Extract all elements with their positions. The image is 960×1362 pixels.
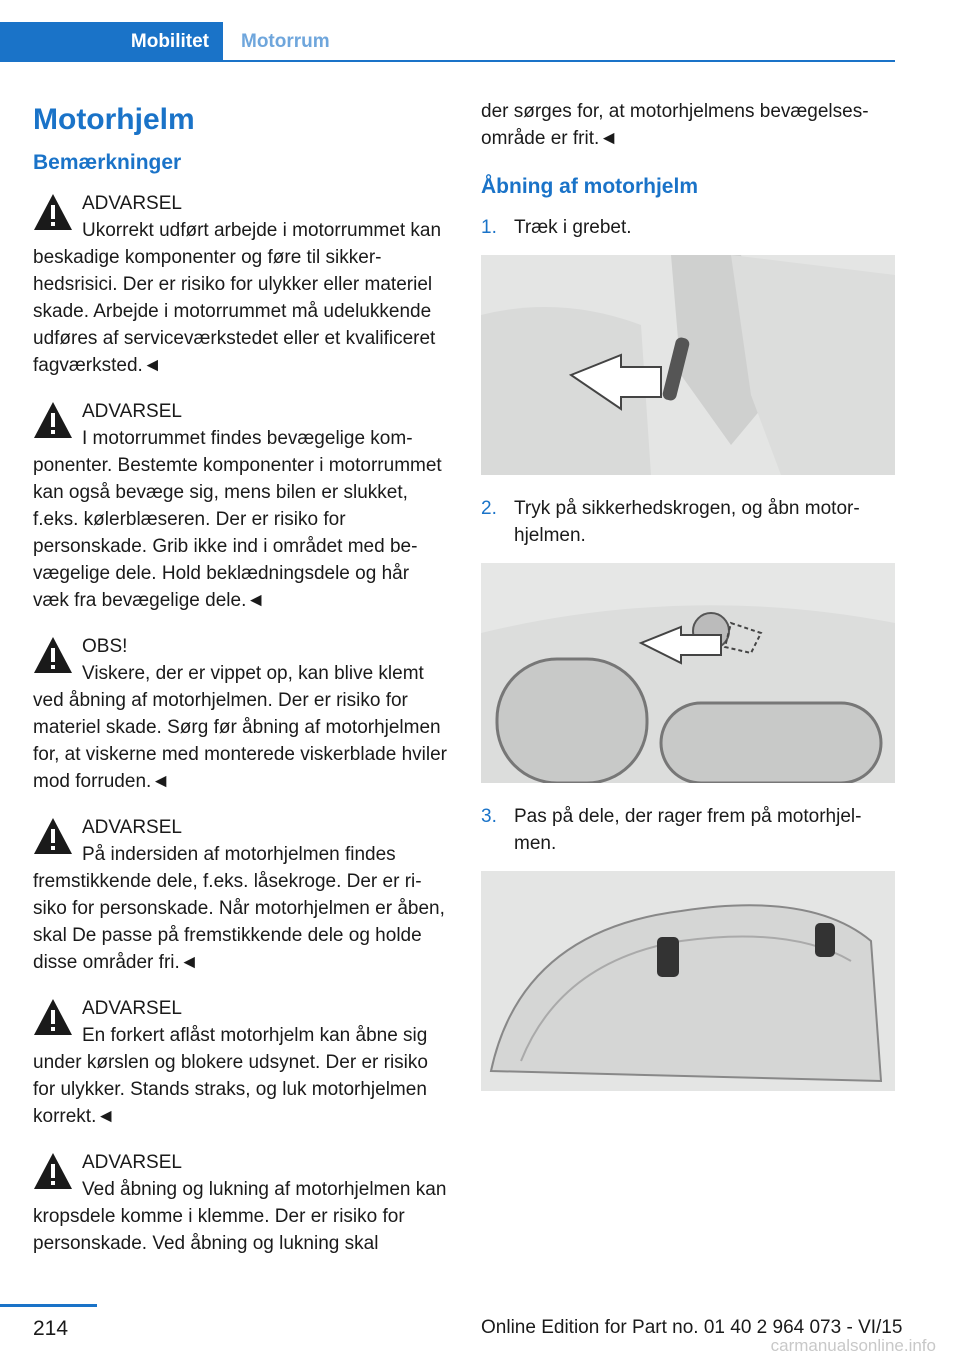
warning-text: Viskere, der er vippet op, kan blive klemt ved åbning af motorhjelmen. Der er risiko for materiel skade. Sørg før åbning af motorhjelmen for, at viskerne med monterede viskerblade hviler mod forruden.◄: [33, 663, 447, 792]
warning-label: ADVARSEL: [82, 817, 182, 838]
warning-label: ADVARSEL: [82, 998, 182, 1019]
warning-icon: [33, 816, 73, 856]
warning-icon: [33, 400, 73, 440]
warning-label: ADVARSEL: [82, 401, 182, 422]
step-item: [481, 495, 895, 549]
hood-underside-illustration: [481, 871, 895, 1091]
page-number: 214: [33, 1317, 69, 1340]
section-tab: Mobilitet: [0, 22, 223, 62]
warning-icon: [33, 997, 73, 1037]
warning-block: [33, 814, 448, 976]
page-header: [0, 0, 895, 62]
warning-label: OBS!: [82, 636, 128, 657]
warning-text: I motorrummet findes bevægelige komponenter. Bestemte komponenter i motorrummet kan også bevæge sig, mens bilen er slukket, f.eks. kølerblæseren. Der er risiko for personskade. Grib ikke ind i området med bevægelige dele. Hold beklædningsdele og hår væk fra bevægelige dele.◄: [33, 428, 442, 611]
warning-block: [33, 995, 448, 1130]
section-heading: Åbning af motorhjelm: [481, 175, 698, 198]
safety-catch-illustration: [481, 563, 895, 783]
warning-block: [33, 398, 448, 614]
step-number: 2.: [481, 498, 497, 519]
footer-rule: [0, 1304, 97, 1307]
warning-label: ADVARSEL: [82, 193, 182, 214]
step-text: Træk i grebet.: [514, 217, 632, 238]
warning-icon: [33, 192, 73, 232]
header-rule: [223, 60, 895, 62]
warning-continuation: der sørges for, at motorhjelmens bevægelsesområde er frit.◄: [481, 101, 869, 149]
step-item: [481, 214, 895, 241]
hood-release-lever-illustration: [481, 255, 895, 475]
left-column: [33, 98, 448, 1276]
edition-note: Online Edition for Part no. 01 40 2 964 073 - VI/15: [481, 1317, 903, 1338]
step-text: Pas på dele, der rager frem på motorhjelmen.: [514, 806, 862, 854]
watermark: carmanualsonline.info: [770, 1336, 936, 1355]
step-number: 1.: [481, 217, 497, 238]
section-heading: Bemærkninger: [33, 151, 182, 174]
warning-label: ADVARSEL: [82, 1152, 182, 1173]
page-title: Motorhjelm: [33, 103, 195, 136]
warning-icon: [33, 1151, 73, 1191]
step-item: [481, 803, 895, 857]
step-text: Tryk på sikkerhedskrogen, og åbn motorhjelmen.: [514, 498, 860, 546]
warning-text: Ved åbning og lukning af motorhjelmen kan kropsdele komme i klemme. Der er risiko for personskade. Ved åbning og lukning skal: [33, 1179, 447, 1254]
warning-text: På indersiden af motorhjelmen findes fremstikkende dele, f.eks. låsekroge. Der er risiko for personskade. Når motorhjelmen er åben, skal De passe på fremstikkende dele og holde disse områder fri.◄: [33, 844, 445, 973]
caution-block: [33, 633, 448, 795]
subsection-tab: Motorrum: [241, 31, 330, 52]
step-number: 3.: [481, 806, 497, 827]
warning-block: [33, 1149, 448, 1257]
warning-text: Ukorrekt udført arbejde i motorrummet kan beskadige komponenter og føre til sikkerhedsrisici. Der er risiko for ulykker eller materiel skade. Arbejde i motorrummet må udelukkende udføres af serviceværkstedet eller et kvalificeret fagværksted.◄: [33, 220, 442, 376]
warning-text: En forkert aflåst motorhjelm kan åbne sig under kørslen og blokere udsynet. Der er risiko for ulykker. Stands straks, og luk motorhjelmen korrekt.◄: [33, 1025, 428, 1127]
warning-icon: [33, 635, 73, 675]
warning-block: [33, 190, 448, 379]
right-column: [481, 98, 895, 1111]
